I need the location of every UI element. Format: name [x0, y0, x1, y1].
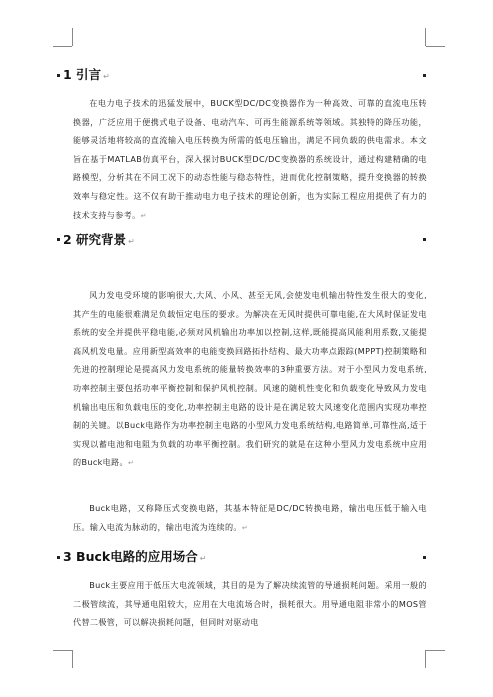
- section-1-title: 1 引言: [63, 67, 102, 82]
- section-3-title: 3 Buck电路的应用场合: [63, 549, 198, 564]
- crop-mark-bottom-right-v: [425, 650, 426, 668]
- section-1-paragraph-text: 在电力电子技术的迅猛发展中，BUCK型DC/DC变换器作为一种高效、可靠的直流电压转换器，广泛应用于便携式电子设备、电动汽车、可再生能源系统等领域。其独特的降压功能，能够灵活地将较高的直流输入电压转换为所需的低电压输出，满足不同负载的供电需求。本文旨在基于MATLAB仿真平台，深入探讨BUCK型DC/DC变换器的系统设计，通过构建精确的电路模型，分析其在不同工况下的动态性能与稳态特性，进而优化控制策略，提升变换器的转换效率与稳定性。这不仅有助于推动电力电子技术的理论创新，也为实际工程应用提供了有力的技术支持与参考。: [73, 98, 427, 220]
- section-1-paragraph: [73, 94, 427, 225]
- section-2-paragraph-2-text: Buck电路，又称降压式变换电路，其基本特征是DC/DC转换电路，输出电压低于输入电压。输入电流为脉动的，输出电流为连续的。: [73, 503, 427, 532]
- section-3-paragraph-text: Buck主要应用于低压大电流领域，其目的是为了解决续流管的导通损耗问题。采用一般的二极管续流，其导通电阻较大，应用在大电流场合时，损耗很大。用导通电阻非常小的MOS管代替二极管，可以解决损耗问题，但同时对驱动电: [73, 580, 427, 628]
- section-3-paragraph: [73, 576, 427, 632]
- paragraph-mark-icon: ↵: [128, 237, 135, 246]
- paragraph-mark-icon: ↵: [199, 554, 207, 563]
- crop-mark-bottom-right-h: [426, 650, 445, 651]
- section-heading-2: [63, 232, 443, 250]
- crop-mark-top-right-h: [426, 46, 445, 47]
- crop-mark-bottom-left-v: [72, 650, 73, 668]
- section-heading-3: [63, 549, 443, 567]
- paragraph-mark-icon: ↵: [140, 211, 147, 220]
- section-2-paragraph-1: [73, 286, 427, 473]
- section-2-paragraph-2: [73, 499, 427, 537]
- anchor-marker: [57, 238, 60, 241]
- paragraph-mark-icon: ↵: [103, 72, 110, 81]
- anchor-marker: [57, 74, 60, 77]
- section-2-title: 2 研究背景: [63, 232, 127, 247]
- paragraph-mark-icon: ↵: [241, 523, 249, 532]
- section-2-paragraph-1-text: 风力发电受环境的影响很大,大风、小风、甚至无风,会使发电机输出特性发生很大的变化,其产生的电能很难满足负载恒定电压的要求。为解决在无风时提供可靠电能,在大风时保证发电系统的安全并提供平稳电能,必须对风机输出功率加以控制,这样,既能提高风能利用系数,又能提高风机发电量。应用新型高效率的电能变换回路拓扑结构、最大功率点跟踪(MPPT)控制策略和先进的控制理论是提高风力发电系统的能量转换效率的3种重要方法。对于小型风力发电系统,功率控制主要包括功率平衡控制和保护风机控制。风速的随机性变化和负载变化导致风力发电机输出电压和负载电压的变化,功率控制主电路的设计是在满足较大风速变化范围内实现功率控制的关键。以Buck电路作为功率控制主电路的小型风力发电系统结构,电路简单,可靠性高,适于实现以蓄电池和电阻为负载的功率平衡控制。我们研究的就是在这种小型风力发电系统中应用的Buck电路。: [73, 290, 427, 468]
- crop-mark-top-left-v: [72, 28, 73, 46]
- crop-mark-bottom-left-h: [53, 650, 72, 651]
- crop-mark-top-right-v: [425, 28, 426, 46]
- crop-mark-top-left-h: [53, 46, 72, 47]
- paragraph-mark-icon: ↵: [128, 459, 135, 468]
- anchor-marker: [57, 556, 60, 559]
- section-heading-1: [63, 67, 443, 85]
